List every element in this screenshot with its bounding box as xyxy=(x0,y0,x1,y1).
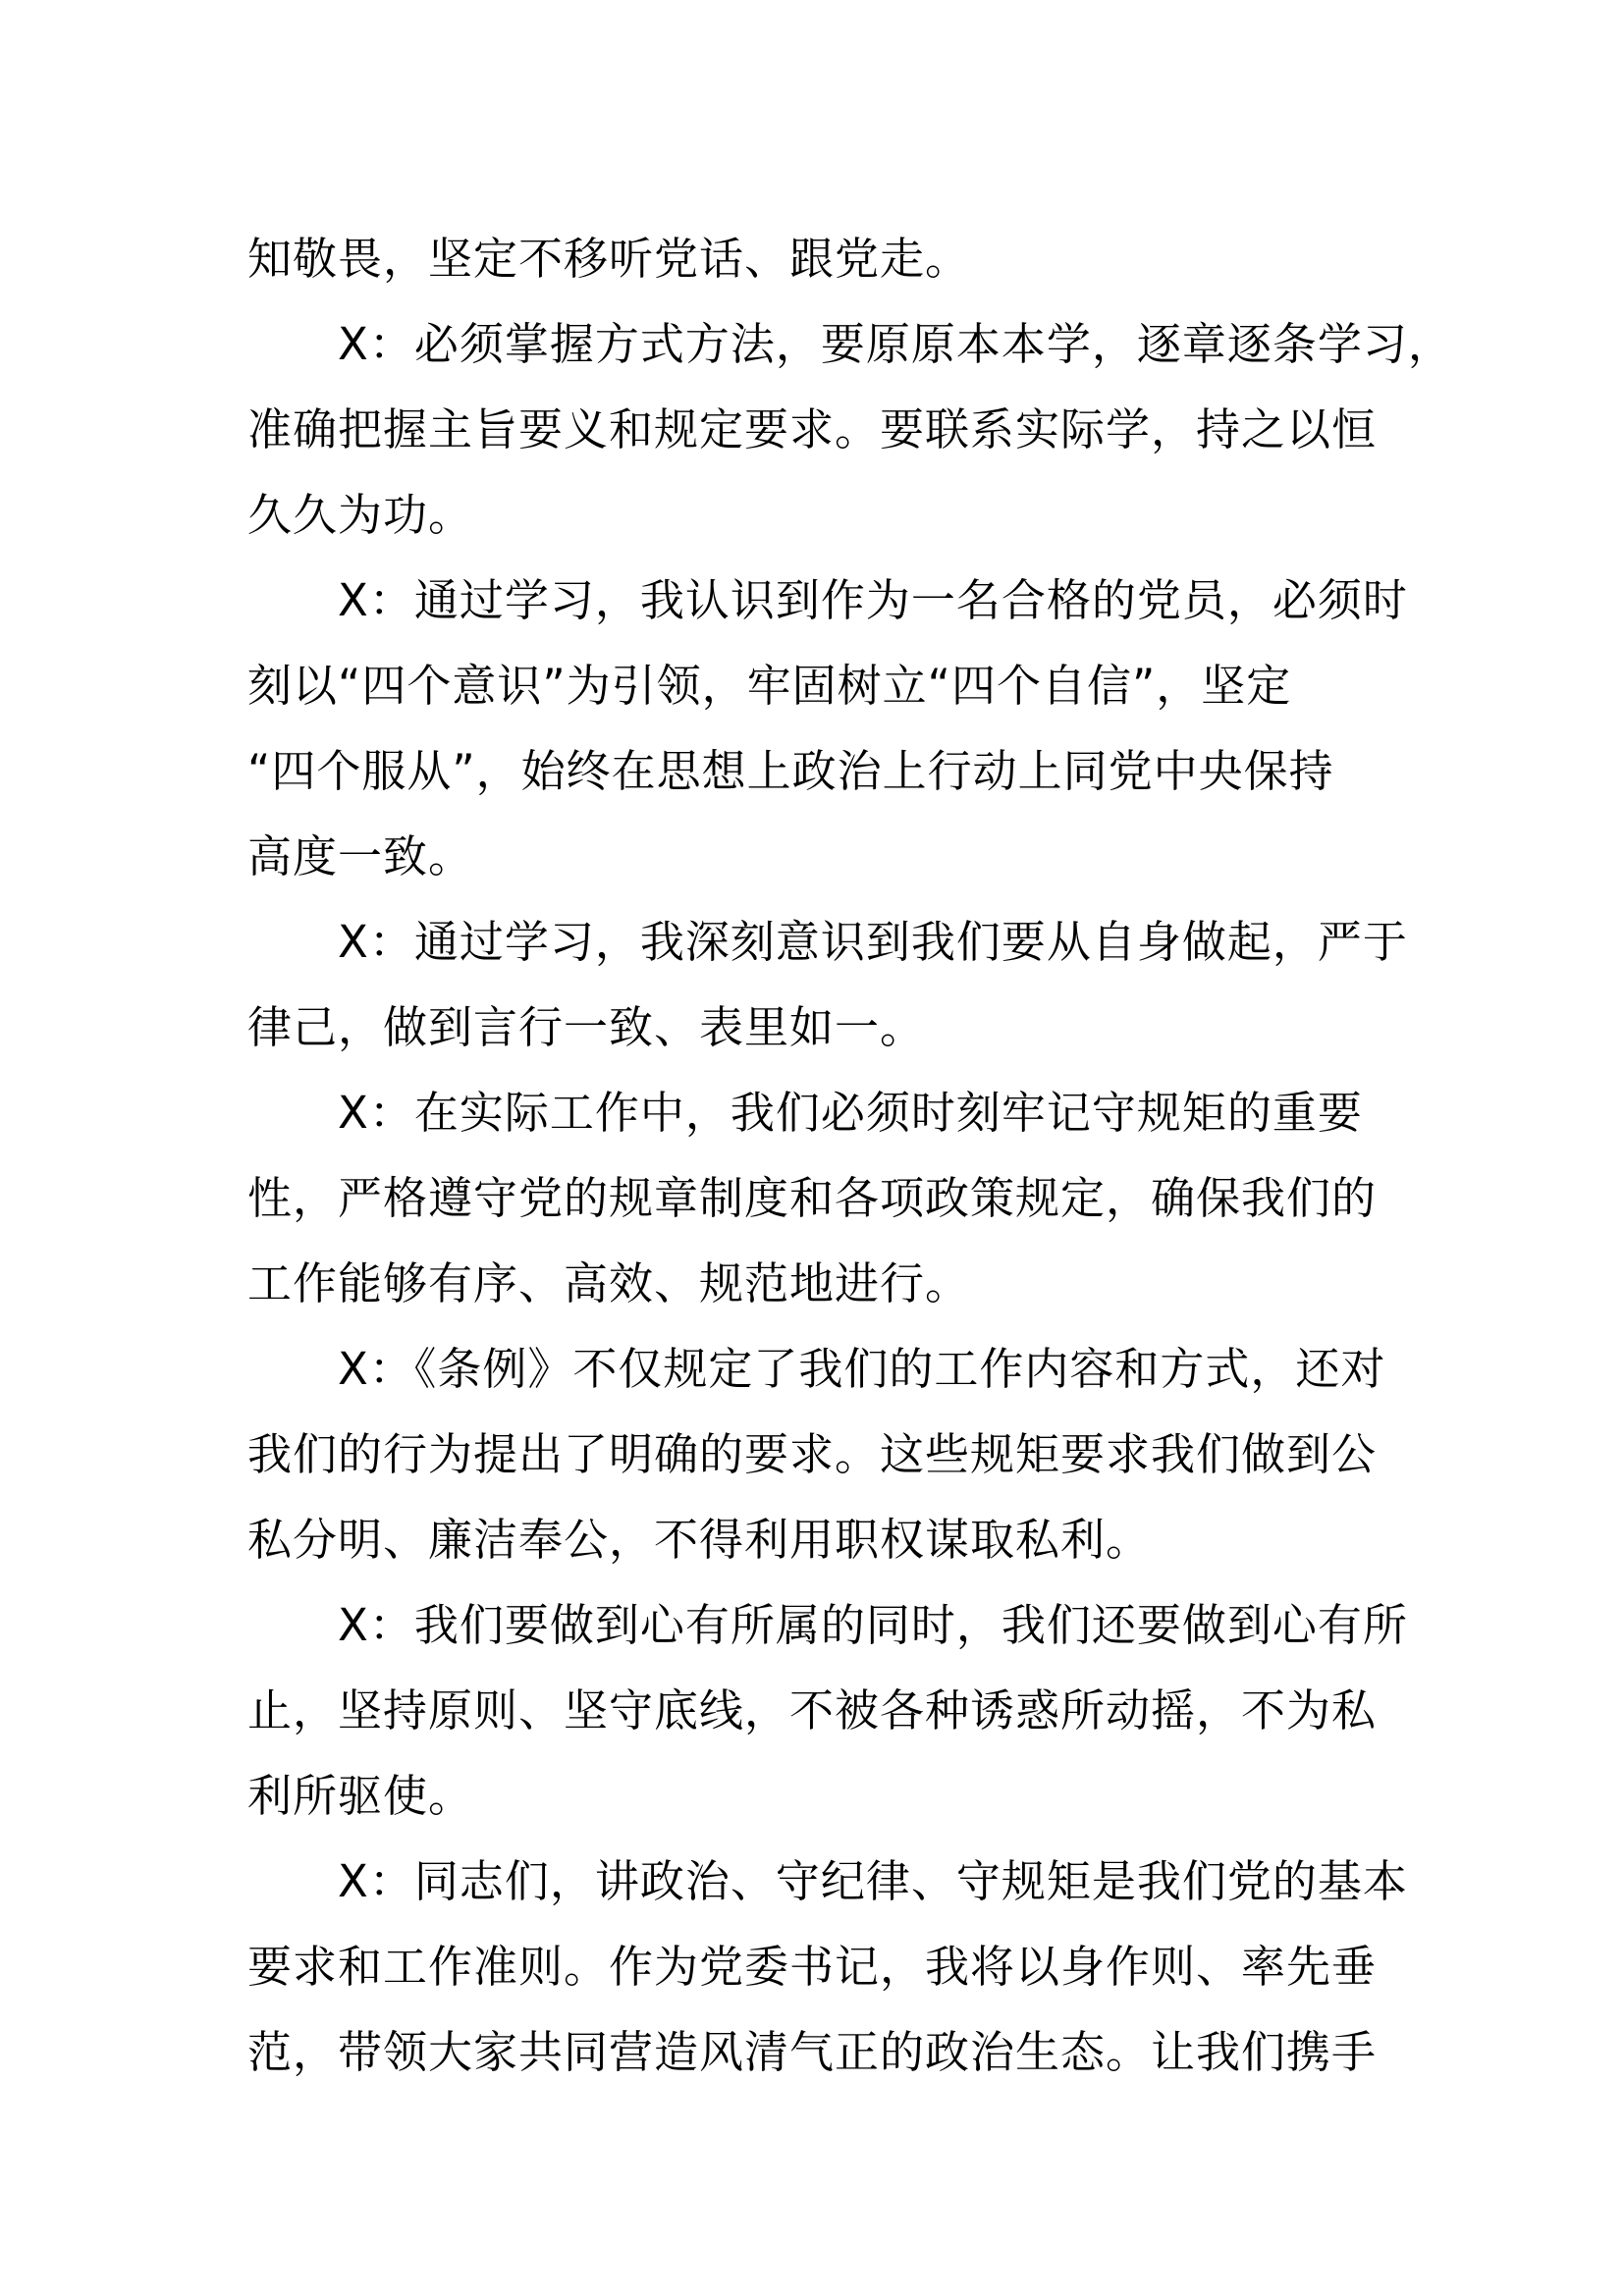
paragraph xyxy=(247,1070,1396,1326)
paragraph xyxy=(247,1326,1396,1582)
document-body xyxy=(247,216,1453,2095)
text-line: 久久为功。 xyxy=(247,489,474,541)
text-line: 利所驱使。 xyxy=(247,1770,474,1822)
paragraph xyxy=(247,301,1453,558)
paragraph xyxy=(247,1839,1408,2095)
text-line: 律己，做到言行一致、表里如一。 xyxy=(247,1001,926,1053)
text-line: X：在实际工作中，我们必须时刻牢记守规矩的重要 xyxy=(338,1087,1363,1139)
text-line: X：通过学习，我认识到作为一名合格的党员，必须时 xyxy=(338,574,1408,626)
text-line: 我们的行为提出了明确的要求。这些规矩要求我们做到公 xyxy=(247,1428,1378,1480)
text-line: 刻以“四个意识”为引领，牢固树立“四个自信”，坚定 xyxy=(247,660,1292,712)
text-line: 工作能够有序、高效、规范地进行。 xyxy=(247,1257,971,1309)
paragraph xyxy=(247,899,1408,1070)
text-line: X：《条例》不仅规定了我们的工作内容和方式，还对 xyxy=(338,1343,1386,1395)
paragraph xyxy=(247,558,1408,899)
text-line: X：同志们，讲政治、守纪律、守规矩是我们党的基本 xyxy=(338,1855,1408,1907)
paragraph xyxy=(247,1582,1408,1839)
text-line: “四个服从”，始终在思想上政治上行动上同党中央保持 xyxy=(247,745,1334,797)
text-line: X：必须掌握方式方法，要原原本本学，逐章逐条学习， xyxy=(338,318,1453,370)
text-line: 高度一致。 xyxy=(247,830,474,882)
text-line: 性，严格遵守党的规章制度和各项政策规定，确保我们的 xyxy=(247,1172,1378,1224)
text-line: 要求和工作准则。作为党委书记，我将以身作则、率先垂 xyxy=(247,1941,1378,1993)
text-line: 私分明、廉洁奉公，不得利用职权谋取私利。 xyxy=(247,1514,1152,1566)
text-line: 知敬畏，坚定不移听党话、跟党走。 xyxy=(247,233,971,285)
text-line: X：我们要做到心有所属的同时，我们还要做到心有所 xyxy=(338,1599,1408,1651)
text-line: X：通过学习，我深刻意识到我们要从自身做起，严于 xyxy=(338,916,1408,968)
text-line: 准确把握主旨要义和规定要求。要联系实际学，持之以恒 xyxy=(247,403,1378,455)
text-line: 止，坚持原则、坚守底线，不被各种诱惑所动摇，不为私 xyxy=(247,1684,1378,1736)
text-line: 范，带领大家共同营造风清气正的政治生态。让我们携手 xyxy=(247,2026,1378,2078)
paragraph xyxy=(247,216,1396,301)
